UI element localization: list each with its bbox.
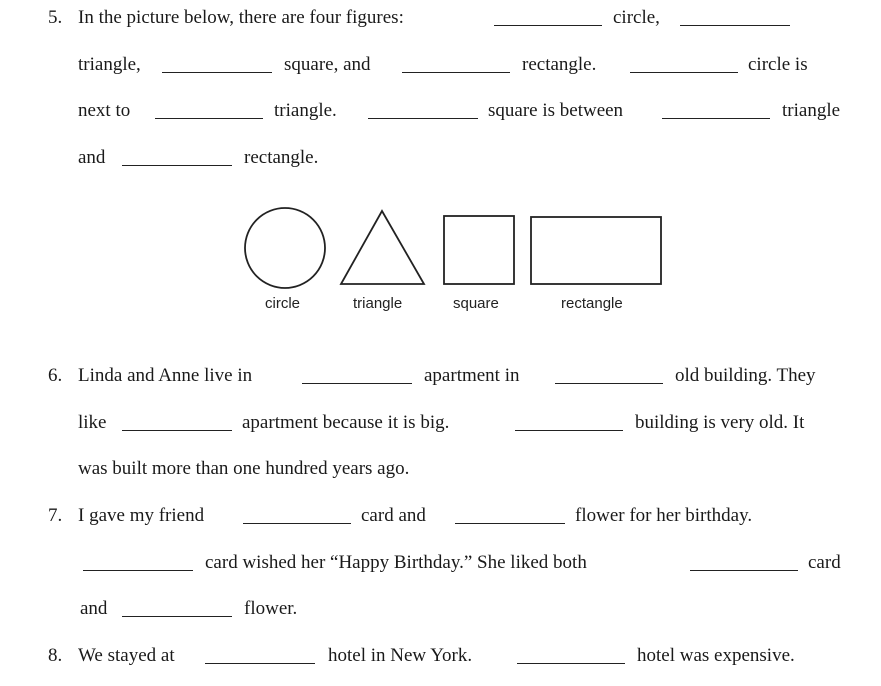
question-text: next to: [78, 100, 131, 121]
rectangle-figure: [531, 217, 661, 284]
answer-blank[interactable]: [517, 663, 625, 664]
question-number: 5.: [48, 7, 63, 28]
question-text: hotel in New York.: [328, 645, 473, 666]
question-text: card and: [361, 505, 426, 526]
question-text: card: [808, 552, 841, 573]
answer-blank[interactable]: [83, 570, 193, 571]
question-text: apartment because it is big.: [242, 412, 450, 433]
question-text: like: [78, 412, 107, 433]
square-label: square: [453, 295, 499, 312]
question-text: card wished her “Happy Birthday.” She liked both: [205, 552, 587, 573]
answer-blank[interactable]: [515, 430, 623, 431]
question-text: flower for her birthday.: [575, 505, 753, 526]
question-number: 7.: [48, 505, 63, 526]
question-text: Linda and Anne live in: [78, 365, 253, 386]
rectangle-label: rectangle: [561, 295, 623, 312]
answer-blank[interactable]: [302, 383, 412, 384]
question-text: hotel was expensive.: [637, 645, 795, 666]
question-text: old building. They: [675, 365, 816, 386]
square-figure: [444, 216, 514, 284]
answer-blank[interactable]: [122, 430, 232, 431]
answer-blank[interactable]: [122, 616, 232, 617]
circle-figure: [245, 208, 325, 288]
answer-blank[interactable]: [455, 523, 565, 524]
question-text: circle is: [748, 54, 808, 75]
answer-blank[interactable]: [205, 663, 315, 664]
question-text: circle,: [613, 7, 660, 28]
question-number: 6.: [48, 365, 63, 386]
question-text: I gave my friend: [78, 505, 205, 526]
question-text: We stayed at: [78, 645, 175, 666]
question-text: square, and: [284, 54, 371, 75]
answer-blank[interactable]: [243, 523, 351, 524]
question-number: 8.: [48, 645, 63, 666]
answer-blank[interactable]: [690, 570, 798, 571]
question-text: and: [80, 598, 108, 619]
question-text: square is between: [488, 100, 624, 121]
answer-blank[interactable]: [555, 383, 663, 384]
triangle-figure: [341, 211, 424, 284]
question-text: In the picture below, there are four figures:: [78, 7, 404, 28]
question-text: building is very old. It: [635, 412, 805, 433]
question-text: rectangle.: [522, 54, 597, 75]
question-text: triangle: [782, 100, 841, 121]
question-text: triangle.: [274, 100, 337, 121]
question-text: was built more than one hundred years ago.: [78, 458, 410, 479]
circle-label: circle: [265, 295, 301, 312]
triangle-label: triangle: [353, 295, 403, 312]
question-text: and: [78, 147, 106, 168]
question-text: flower.: [244, 598, 298, 619]
question-text: triangle,: [78, 54, 141, 75]
question-text: rectangle.: [244, 147, 319, 168]
question-text: apartment in: [424, 365, 520, 386]
